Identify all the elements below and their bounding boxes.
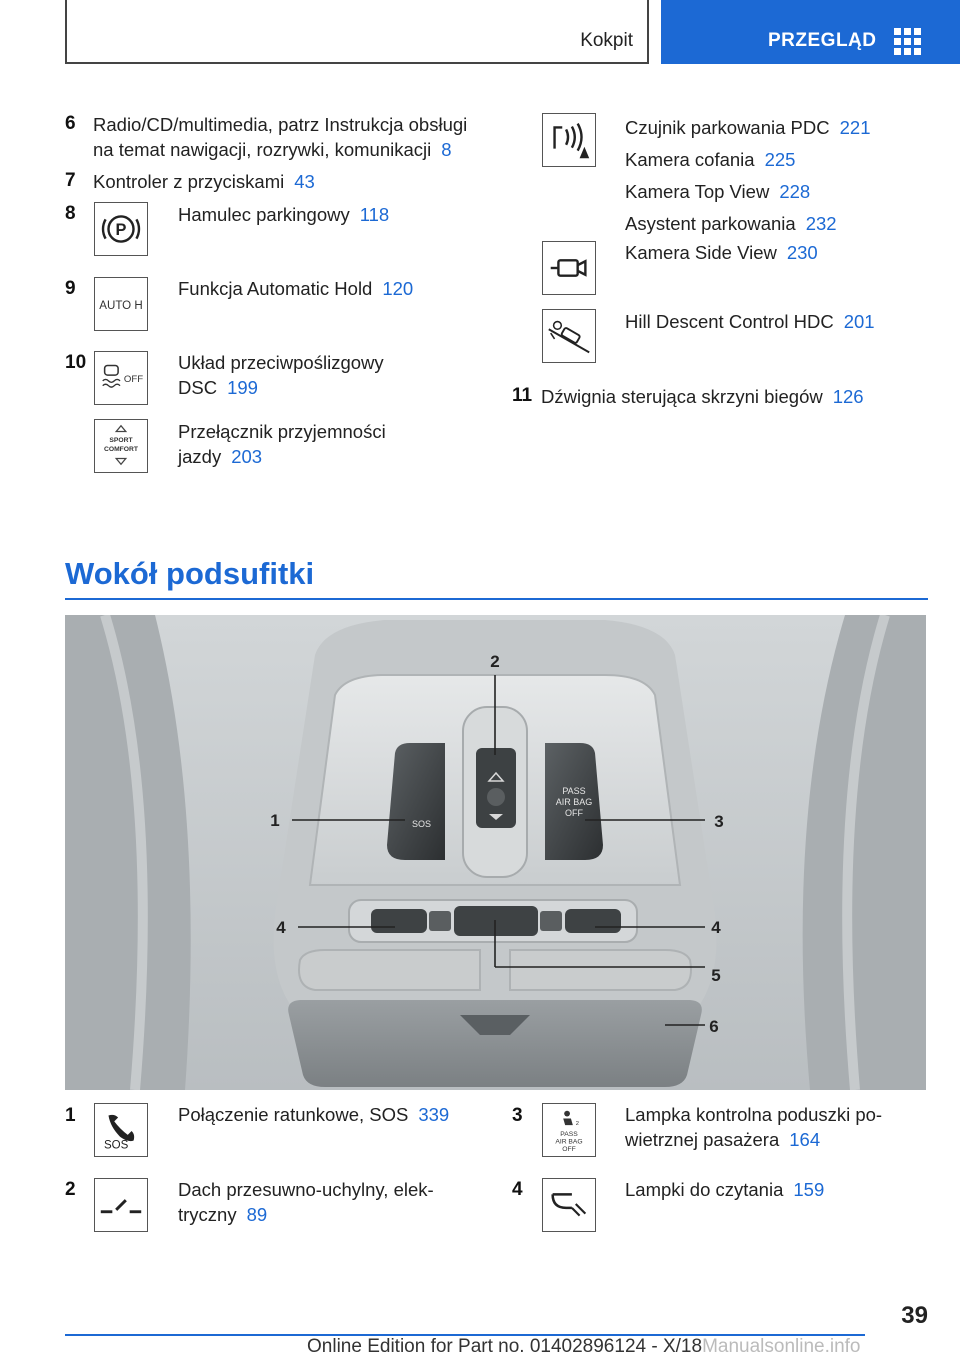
list-item (541, 384, 864, 409)
svg-text:3: 3 (714, 812, 724, 831)
item-text: Radio/CD/multimedia, patrz Instrukcja obsługi (93, 114, 468, 135)
svg-text:P: P (115, 220, 127, 239)
list-item (93, 169, 315, 194)
item-number: 11 (512, 385, 533, 406)
page-link[interactable]: 225 (764, 149, 796, 170)
page-link[interactable]: 203 (231, 446, 263, 467)
title-divider (65, 598, 928, 600)
list-item (625, 240, 818, 265)
list-item (625, 112, 871, 144)
passenger-airbag-icon (542, 1103, 596, 1157)
item-number: 4 (512, 1179, 523, 1200)
svg-text:SOS: SOS (103, 1139, 129, 1152)
item-text: Dźwignia sterująca skrzyni biegów (541, 386, 823, 407)
edition-text: Online Edition for Part no. 01402896124 - X/18 (307, 1336, 703, 1357)
header-chapter-tab[interactable] (661, 0, 960, 64)
list-item (178, 202, 389, 227)
page-link[interactable]: 228 (779, 181, 811, 202)
item-text: tryczny (178, 1204, 237, 1225)
item-text: Przełącznik przyjemności (178, 421, 386, 442)
svg-text:4: 4 (711, 918, 721, 937)
list-item (625, 1177, 824, 1202)
list-item (625, 208, 871, 240)
item-text: DSC (178, 377, 218, 398)
list-item (178, 276, 413, 301)
page-link[interactable]: 164 (789, 1129, 821, 1150)
hill-descent-control-icon (542, 309, 596, 363)
svg-text:OFF: OFF (565, 808, 583, 818)
item-text: Kamera Side View (625, 242, 777, 263)
page-number: 39 (901, 1302, 928, 1329)
svg-text:AUTO H: AUTO H (99, 299, 143, 312)
svg-text:PASS: PASS (562, 786, 586, 796)
watermark-text: Manualsonline.info (702, 1336, 861, 1357)
reading-light-icon (542, 1178, 596, 1232)
pdc-list (625, 112, 871, 240)
page-link[interactable]: 89 (246, 1204, 268, 1225)
page-link[interactable]: 126 (832, 386, 864, 407)
park-distance-control-icon (542, 113, 596, 167)
page-link[interactable]: 159 (793, 1179, 825, 1200)
auto-hold-icon (94, 277, 148, 331)
svg-text:4: 4 (276, 918, 286, 937)
item-number: 2 (65, 1179, 76, 1200)
svg-text:SOS: SOS (412, 819, 432, 829)
svg-text:SPORT: SPORT (109, 437, 133, 445)
page-link[interactable]: 199 (227, 377, 258, 398)
item-number: 1 (65, 1105, 76, 1126)
sos-icon (94, 1103, 148, 1157)
list-item (93, 112, 467, 162)
header-section-label: Kokpit (580, 30, 633, 51)
list-item (625, 176, 871, 208)
item-number: 6 (65, 113, 76, 134)
svg-text:6: 6 (709, 1017, 719, 1036)
svg-text:OFF: OFF (562, 1146, 576, 1154)
item-text: na temat nawigacji, rozrywki, komunikacji (93, 139, 432, 160)
svg-text:2: 2 (575, 1121, 579, 1128)
header-section-box (65, 0, 649, 64)
item-number: 7 (65, 170, 76, 191)
list-item (625, 144, 871, 176)
item-text: Czujnik parkowania PDC (625, 117, 830, 138)
item-text: Kamera Top View (625, 181, 770, 202)
item-number: 3 (512, 1105, 523, 1126)
page-link[interactable]: 230 (786, 242, 818, 263)
page-link[interactable]: 43 (294, 171, 315, 192)
svg-text:OFF: OFF (123, 373, 144, 385)
list-item (625, 1102, 882, 1152)
item-text: Lampka kontrolna poduszki po- (625, 1104, 883, 1125)
list-item (178, 1102, 449, 1127)
list-item (178, 1177, 434, 1227)
item-number: 8 (65, 203, 76, 224)
page-link[interactable]: 232 (805, 213, 837, 234)
list-item (625, 309, 875, 334)
section-title: Wokół podsufitki (65, 556, 315, 591)
page-link[interactable]: 201 (843, 311, 875, 332)
page-link[interactable]: 221 (839, 117, 871, 138)
item-text: Funkcja Automatic Hold (178, 278, 373, 299)
item-text: Kamera cofania (625, 149, 755, 170)
parking-brake-icon (94, 202, 148, 256)
page-link[interactable]: 8 (441, 139, 452, 160)
item-text: Dach przesuwno-uchylny, elek- (178, 1179, 434, 1200)
item-text: Kontroler z przyciskami (93, 171, 285, 192)
item-text: Lampki do czytania (625, 1179, 784, 1200)
footer-edition (307, 1336, 861, 1358)
page-link[interactable]: 120 (382, 278, 414, 299)
item-text: Asystent parkowania (625, 213, 796, 234)
svg-text:PASS: PASS (560, 1130, 578, 1138)
item-text: Połączenie ratunkowe, SOS (178, 1104, 409, 1125)
svg-text:AIR BAG: AIR BAG (555, 797, 593, 807)
svg-text:AIR BAG: AIR BAG (555, 1138, 583, 1146)
overhead-console-illustration (65, 615, 926, 1090)
item-text: jazdy (178, 446, 222, 467)
list-item (178, 419, 386, 469)
side-view-camera-icon (542, 241, 596, 295)
header-chapter-label: PRZEGLĄD (768, 30, 877, 51)
item-text: Hill Descent Control HDC (625, 311, 834, 332)
svg-text:5: 5 (711, 966, 721, 985)
page-link[interactable]: 339 (418, 1104, 450, 1125)
driving-experience-switch-icon (94, 419, 148, 473)
item-text: Hamulec parkingowy (178, 204, 350, 225)
item-text: wietrznej pasażera (625, 1129, 780, 1150)
list-item (178, 350, 384, 400)
svg-text:2: 2 (490, 652, 500, 671)
sunroof-icon (94, 1178, 148, 1232)
item-number: 10 (65, 352, 87, 373)
svg-text:1: 1 (270, 811, 280, 830)
item-text: Układ przeciwpoślizgowy (178, 352, 384, 373)
dsc-off-icon (94, 351, 148, 405)
item-number: 9 (65, 278, 76, 299)
page-link[interactable]: 118 (359, 204, 390, 225)
grid-icon (894, 28, 921, 55)
svg-text:COMFORT: COMFORT (103, 445, 139, 453)
